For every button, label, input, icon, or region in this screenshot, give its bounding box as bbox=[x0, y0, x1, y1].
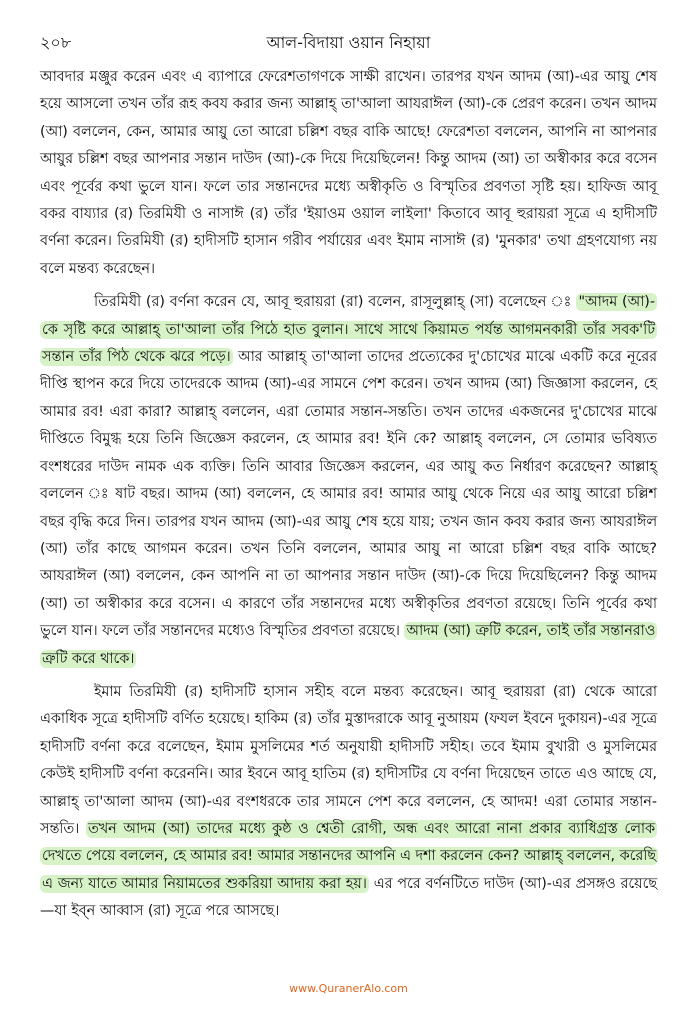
paragraph-3-text: ইমাম তিরমিযী (র) হাদীসটি হাসান সহীহ বলে মন্তব্য করেছেন। আবূ হুরায়রা (রা) থেকে আরো একাধিক সূত্রে হাদীসটি বর্ণিত হয়েছে। হাকিম (র) তাঁর মুস্তাদরাকে আবূ নুআয়ম (ফযল ইবনে দুকায়ন)-এর সূত্রে হাদীসটি বর্ণনা করে বলেছেন, ইমাম মুসলিমের শর্ত অনুযায়ী হাদীসটি সহীহ। তবে ইমাম বুখারী ও মুসলিমের কেউই হাদীসটি বর্ণনা করেননি। আর ইবনে আবূ হাতিম (র) হাদীসটির যে বর্ণনা দিয়েছেন তাতে এও আছে যে, আল্লাহ্ তা'আলা আদম (আ)-এর বংশধরকে তার সামনে পেশ করে বললেন, হে আদম! এরা তোমার সন্তান-সন্ততি। bbox=[40, 683, 657, 837]
paragraph-2-body: আর আল্লাহ্ তা'আলা তাদের প্রত্যেকের দু'চোখের মাঝে একটি করে নূরের দীপ্তি স্থাপন করে দিয়ে তাদেরকে আদম (আ)-এর সামনে পেশ করেন। তখন আদম (আ) জিজ্ঞাসা করলেন, হে আমার রব! এরা কারা? আল্লাহ্ বললেন, এরা তোমার সন্তান-সন্ততি। তখন তাদের একজনের দু'চোখের মাঝে দীপ্তিতে বিমুগ্ধ হয়ে তিনি জিজ্ঞেস করলেন, হে আমার রব! ইনি কে? আল্লাহ্ বললেন, সে তোমার ভবিষ্যত বংশধরের দাউদ নামক এক ব্যক্তি। তিনি আবার জিজ্ঞেস করলেন, এর আয়ু কত নির্ধারণ করেছেন? আল্লাহ্ বললেন ঃ ষাট বছর। আদম (আ) বললেন, হে আমার রব! আমার আয়ু থেকে নিয়ে এর আয়ু আরো চল্লিশ বছর বৃদ্ধি করে দিন। তারপর যখন আদম (আ)-এর আয়ু শেষ হয়ে যায়; তখন জান কবয করার জন্য আযরাঈল (আ) তাঁর কাছে আগমন করেন। তখন তিনি বললেন, আমার আয়ু না আরো চল্লিশ বছর বাকি আছে? আযরাঈল (আ) বললেন, কেন আপনি না তা আপনার সন্তান দাউদ (আ)-কে দিয়ে দিয়েছিলেন? কিন্তু আদম (আ) তা অস্বীকার করে বসেন। এ কারণে তাঁর সন্তানদের মধ্যে অস্বীকৃতির প্রবণতা রয়েছে। তিনি পূর্বের কথা ভুলে যান। ফলে তাঁর সন্তানদের মধ্যেও বিস্মৃতির প্রবণতা রয়েছে। bbox=[40, 349, 657, 640]
paragraph-1 bbox=[40, 64, 657, 283]
footer-website[interactable] bbox=[0, 982, 697, 995]
highlighted-passage: তখন আদম (আ) তাদের মধ্যে কুষ্ঠ ও শ্বেতী রোগী, অন্ধ এবং আরো নানা প্রকার ব্যাধিগ্রস্ত লোক দেখতে পেয়ে বললেন, হে আমার রব! আমার সন্তানদের আপনি এ দশা করলেন কেন? আল্লাহ্ বললেন, করেছি এ জন্য যাতে আমার নিয়ামতের শুকরিয়া আদায় করা হয়। bbox=[42, 820, 656, 892]
page-number: ২০৮ bbox=[40, 33, 72, 52]
body-text bbox=[40, 64, 657, 932]
footer-website-link[interactable]: www.QuranerAlo.com bbox=[289, 982, 408, 995]
highlighted-conclusion: আদম (আ) ত্রুটি করেন, তাই তাঁর সন্তানরাও ত্রুটি করে থাকে। bbox=[42, 623, 656, 667]
page-header bbox=[40, 30, 657, 52]
paragraph-1-text: আবদার মঞ্জুর করেন এবং এ ব্যাপারে ফেরেশতাগণকে সাক্ষী রাখেন। তারপর যখন আদম (আ)-এর আয়ু শেষ হয়ে আসলো তখন তাঁর রূহ কবয করার জন্য আল্লাহ্ তা'আলা আযরাঈল (আ)-কে প্রেরণ করেন। তখন আদম (আ) বললেন, কেন, আমার আয়ু তো আরো চল্লিশ বছর বাকি আছে! ফেরেশতা বললেন, আপনি না আপনার আয়ুর চল্লিশ বছর আপনার সন্তান দাউদ (আ)-কে দিয়ে দিয়েছিলেন! কিন্তু আদম (আ) তা অস্বীকার করে বসেন এবং পূর্বের কথা ভুলে যান। ফলে তার সন্তানদের মধ্যে অস্বীকৃতি ও বিস্মৃতির প্রবণতা সৃষ্টি হয়। হাফিজ আবূ বকর বায্যার (র) তিরমিযী ও নাসাঈ (র) তাঁর 'ইয়াওম ওয়াল লাইলা' কিতাবে আবূ হুরায়রা সূত্রে এ হাদীসটি বর্ণনা করেন। তিরমিযী (র) হাদীসটি হাসান গরীব পর্যায়ের এবং ইমাম নাসাঈ (র) 'মুনকার' তথা গ্রহণযোগ্য নয় বলে মন্তব্য করেছেন। bbox=[40, 69, 657, 277]
paragraph-3-end: এর পরে বর্ণনটিতে দাউদ (আ)-এর প্রসঙ্গও রয়েছে—যা ইব্ন আব্বাস (রা) সূত্রে পরে আসছে। bbox=[40, 875, 657, 920]
running-title: আল-বিদায়া ওয়ান নিহায়া bbox=[266, 33, 431, 52]
paragraph-2-intro: তিরমিযী (র) বর্ণনা করেন যে, আবূ হুরায়রা (রা) বলেন, রাসূলুল্লাহ্ (সা) বলেছেন ঃ bbox=[94, 294, 572, 311]
highlighted-hadith-text: "আদম (আ)-কে সৃষ্টি করে আল্লাহ্ তা'আলা তাঁর পিঠে হাত বুলান। সাথে সাথে কিয়ামত পর্যন্ত আগমনকারী তাঁর সবক'টি সন্তান তাঁর পিঠ থেকে ঝরে পড়ে। bbox=[42, 294, 655, 366]
paragraph-2 bbox=[40, 289, 657, 673]
paragraph-3 bbox=[40, 679, 657, 926]
